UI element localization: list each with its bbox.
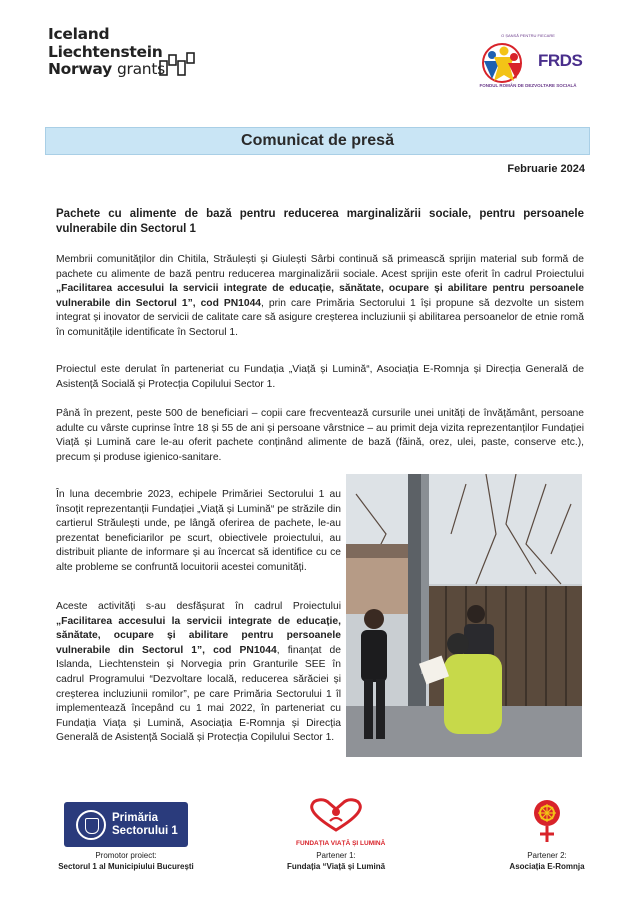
partner1-credit (270, 851, 402, 872)
partner2-credit (490, 851, 604, 872)
partner1-name: Fundația “Viață și Lumină (286, 861, 386, 871)
article-headline: Pachete cu alimente de bază pentru reducerea marginalizării sociale, pentru persoanele vulnerabile din Sectorul 1 (56, 208, 584, 235)
partner1-logo-text: FUNDAȚIA VIAȚĂ ȘI LUMINĂ (296, 840, 386, 847)
paragraph-3: Până în prezent, peste 500 de beneficiari – copii care frecventează cursurile unei unități de învățământ, persoane adulte cu vârste cuprinse între 18 și 55 de ani și persoane vârstnice – au primit deja vizita reprezentanților Fundației Viață și Lumină care le-au oferit pachete conținând alimente de bază (făină, orez, ulei, paste, conserve etc.), precum și produse igienico-sanitare. (56, 408, 584, 463)
heart-icon (296, 797, 376, 833)
frds-tagline: O ȘANSĂ PENTRU FIECARE (501, 33, 555, 38)
paragraph-2: Proiectul este derulat în parteneriat cu Fundația „Viață și Lumină“, Asociația E-Romnja și Direcția Generală de Asistență Socială și Protecția Copilului Sector 1. (56, 364, 584, 390)
press-release-banner (45, 127, 590, 155)
frds-logo (478, 33, 583, 93)
eea-norway-word: Norway (48, 60, 112, 78)
primaria-logo-text (112, 812, 178, 838)
partner1-logo (296, 797, 386, 847)
promoter-credit (46, 851, 206, 872)
promoter-name: Sectorul 1 al Municipiului București (58, 861, 194, 871)
eea-grants-logo (48, 26, 168, 98)
photo-scene (346, 474, 582, 757)
e-romnja-wheel-icon (530, 796, 564, 846)
paragraph-1-intro: Membrii comunităților din Chitila, Străulești și Giulești Sârbi continuă să primească sprijin material sub formă de pachete cu alimente de bază pentru reducerea marginalizării sociale. Acest sprijin este oferit în cadrul Proiectului (56, 254, 584, 280)
paragraph-1-rest: , prin care Primăria Sectorului 1 își propune să dezvolte un sistem integrat și inovator de servicii de calitate care să asigure creșterea incluziunii și abilitarea persoanelor de etnie romă în comunitățile identificate în Sectorul 1. (56, 297, 584, 338)
partner2-label: Partener 2: (527, 851, 567, 860)
paragraph-1 (56, 253, 584, 341)
promoter-label: Promotor proiect: (95, 851, 157, 860)
frds-figures-icon (480, 39, 540, 87)
community-visit-photo (346, 474, 582, 757)
paragraph-5 (56, 600, 341, 746)
primaria-line-1: Primăria (112, 812, 159, 824)
eea-grants-word: grants (116, 60, 165, 78)
eea-line-liechtenstein: Liechtenstein (48, 42, 163, 61)
banner-title: Comunicat de presă (241, 132, 394, 149)
partner2-name: Asociația E-Romnja (509, 861, 585, 871)
partner1-label: Partener 1: (316, 851, 356, 860)
eea-line-norway (48, 61, 168, 79)
primaria-line-2: Sectorului 1 (112, 825, 178, 837)
primaria-sector1-logo (64, 802, 188, 847)
paragraph-5-rest: , finanțat de Islanda, Liechtenstein și Norvegia prin Granturile SEE în cadrul Programului “Dezvoltare locală, reducerea sărăciei și creșterea incluziunii romilor”, pe care Primăria Sectorului 1 îl implementează începând cu 1 mai 2022, în parteneriat cu Fundația Viața și Lumină, Asociația E-Romnja și Direcția Generală de Asistență Socială și Protecția Copilului Sector 1. (56, 644, 342, 744)
frds-name: FRDS (538, 51, 583, 70)
primaria-crest-icon (76, 810, 106, 840)
paragraph-5-project-name: „Facilitarea accesului la servicii integrate de educație, sănătate, ocupare și abilitare pentru persoanele vulnerabile din Sectorul 1”, cod PN1044 (56, 615, 341, 656)
frds-subtitle: FONDUL ROMÂN DE DEZVOLTARE SOCIALĂ (479, 83, 577, 88)
eea-grid-icon (158, 51, 198, 79)
paragraph-5-intro: Aceste activități s-au desfășurat în cadrul Proiectului (56, 601, 341, 612)
publication-date: Februarie 2024 (507, 163, 585, 175)
partner2-logo (530, 796, 564, 846)
paragraph-4: În luna decembrie 2023, echipele Primăriei Sectorului 1 au însoțit reprezentanții Fundației „Viață și Lumină“ pe străzile din cartierul Străulești unde, pe lângă oferirea de pachete, le-au prezentat beneficiarilor pe scurt, obiectivele proiectului, au distribuit pliante de informare și au încercat să identifice cu ce alte probleme se confruntă locuitorii acestei comunități. (56, 489, 341, 573)
eea-line-iceland: Iceland (48, 25, 110, 43)
paragraph-1-project-name: „Facilitarea accesului la servicii integrate de educație, sănătate, ocupare și abilitare pentru persoanele vulnerabile din Sectorul 1”, cod PN1044 (56, 283, 584, 309)
